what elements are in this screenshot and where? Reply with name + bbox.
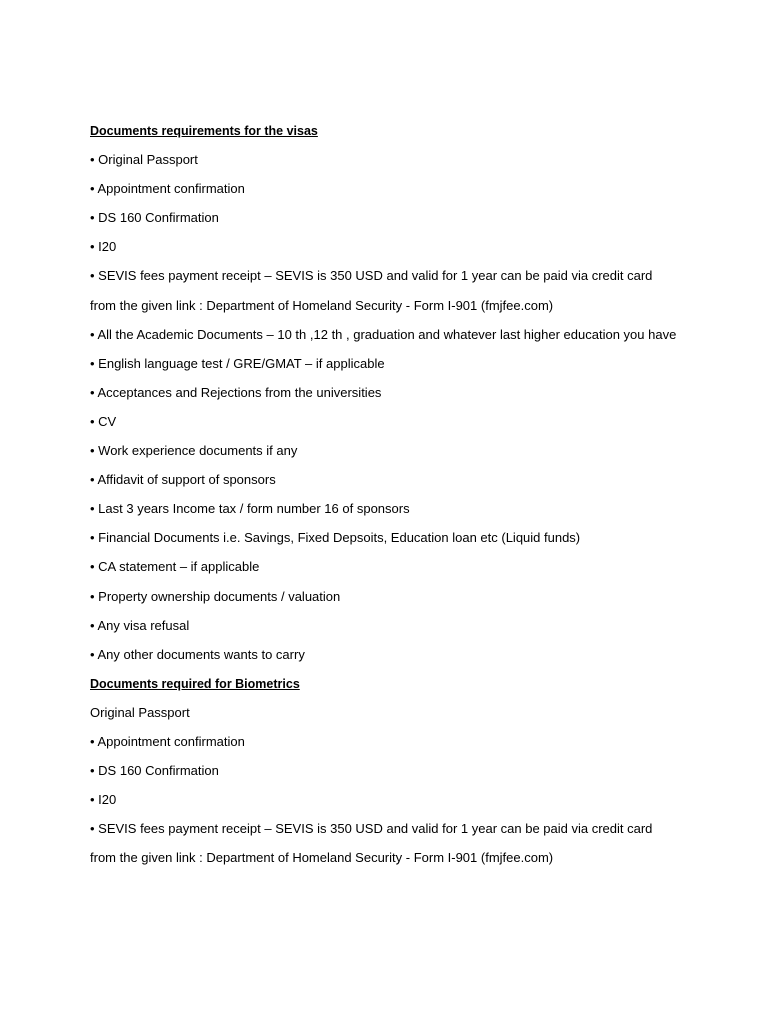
list-item: • Property ownership documents / valuation (90, 588, 341, 604)
list-item: • DS 160 Confirmation (90, 210, 219, 226)
list-item: • Appointment confirmation (90, 181, 245, 197)
list-item: • English language test / GRE/GMAT – if applicable (90, 355, 385, 371)
list-item: • SEVIS fees payment receipt – SEVIS is 350 USD and valid for 1 year can be paid via credit card (90, 268, 653, 284)
list-item: • Acceptances and Rejections from the universities (90, 384, 382, 400)
list-item: • Appointment confirmation (90, 733, 245, 749)
list-item-continuation: from the given link : Department of Homeland Security - Form I-901 (fmjfee.com) (90, 297, 554, 313)
list-item: • Last 3 years Income tax / form number 16 of sponsors (90, 501, 410, 517)
list-item: Original Passport (90, 704, 190, 720)
list-item: • Work experience documents if any (90, 443, 298, 459)
list-item: • I20 (90, 792, 117, 808)
list-item: • Financial Documents i.e. Savings, Fixed Depsoits, Education loan etc (Liquid funds) (90, 530, 581, 546)
document-page (90, 121, 750, 877)
list-item: • CV (90, 413, 117, 429)
biometrics-documents-heading: Documents required for Biometrics (90, 676, 300, 691)
list-item: • Any visa refusal (90, 617, 190, 633)
list-item: • DS 160 Confirmation (90, 763, 219, 779)
list-item-continuation: from the given link : Department of Homeland Security - Form I-901 (fmjfee.com) (90, 850, 554, 866)
list-item: • SEVIS fees payment receipt – SEVIS is 350 USD and valid for 1 year can be paid via credit card (90, 821, 653, 837)
list-item: • Original Passport (90, 152, 198, 168)
list-item: • Any other documents wants to carry (90, 646, 305, 662)
list-item: • All the Academic Documents – 10 th ,12 th , graduation and whatever last higher education you have (90, 326, 677, 342)
visa-documents-heading: Documents requirements for the visas (90, 124, 318, 138)
list-item: • I20 (90, 239, 117, 255)
list-item: • CA statement – if applicable (90, 559, 260, 575)
list-item: • Affidavit of support of sponsors (90, 472, 276, 488)
